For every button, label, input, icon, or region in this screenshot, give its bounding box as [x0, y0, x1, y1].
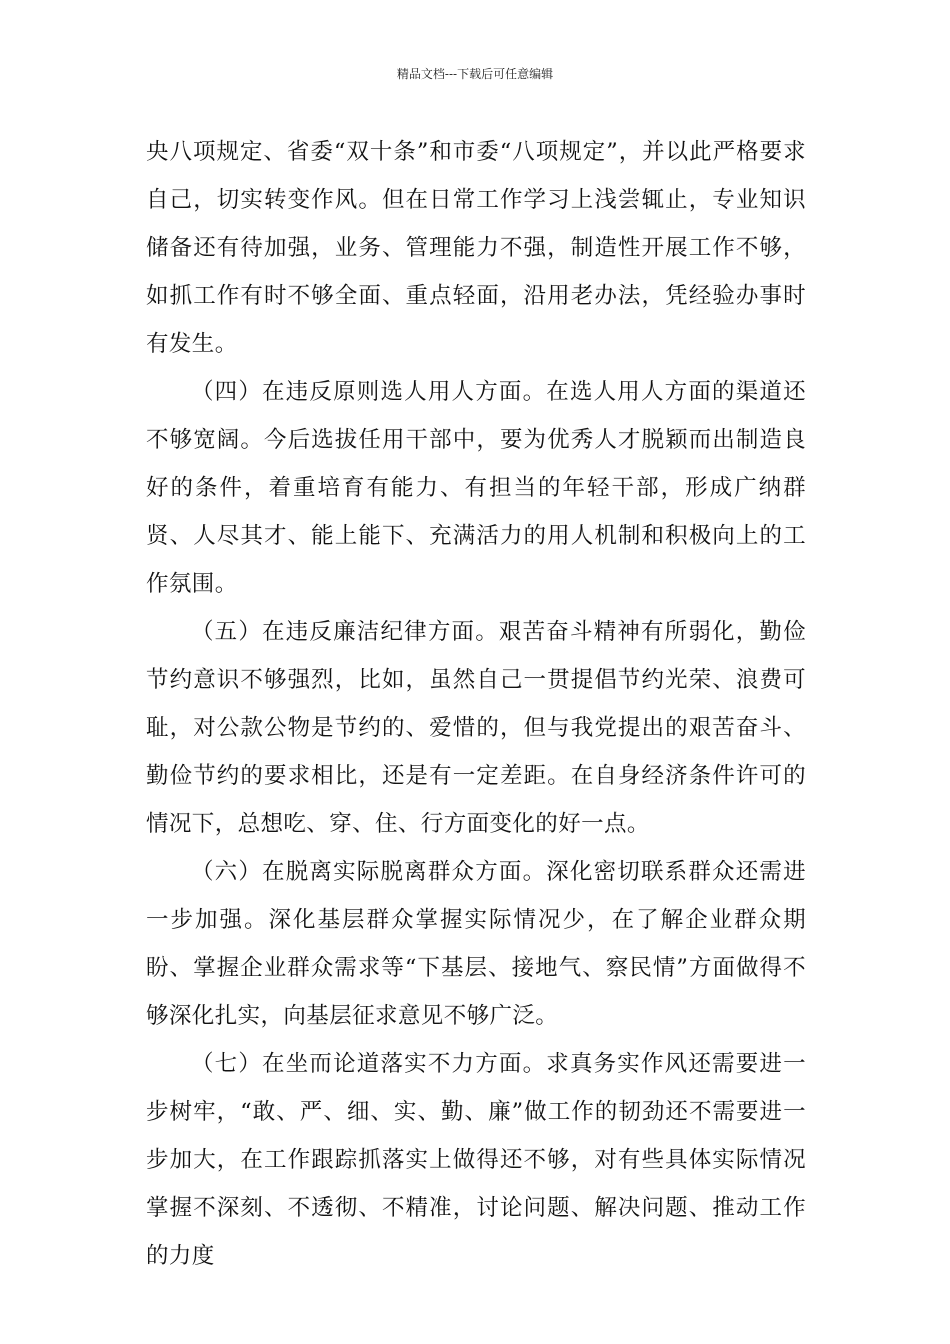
document-body — [146, 128, 806, 1280]
paragraph-section-7: （七）在坐而论道落实不力方面。求真务实作风还需要进一步树牢，“敢、严、细、实、勤、廉”做工作的韧劲还不需要进一步加大，在工作跟踪抓落实上做得还不够，对有些具体实际情况掌握不深刻、不透彻、不精准，讨论问题、解决问题、推动工作的力度 — [146, 1051, 806, 1269]
paragraph-section-4: （四）在违反原则选人用人方面。在选人用人方面的渠道还不够宽阔。今后选拔任用干部中，要为优秀人才脱颖而出制造良好的条件，着重培育有能力、有担当的年轻干部，形成广纳群贤、人尽其才、能上能下、充满活力的用人机制和积极向上的工作氛围。 — [146, 379, 806, 597]
paragraph-section-6: （六）在脱离实际脱离群众方面。深化密切联系群众还需进一步加强。深化基层群众掌握实际情况少，在了解企业群众期盼、掌握企业群众需求等“下基层、接地气、察民情”方面做得不够深化扎实，向基层征求意见不够广泛。 — [146, 859, 806, 1029]
page-header: 精品文档---下载后可任意编辑 — [396, 67, 554, 81]
paragraph-section-5: （五）在违反廉洁纪律方面。艰苦奋斗精神有所弱化，勤俭节约意识不够强烈，比如，虽然自己一贯提倡节约光荣、浪费可耻，对公款公物是节约的、爱惜的，但与我党提出的艰苦奋斗、勤俭节约的要求相比，还是有一定差距。在自身经济条件许可的情况下，总想吃、穿、住、行方面变化的好一点。 — [146, 619, 806, 837]
paragraph-continuation: 央八项规定、省委“双十条”和市委“八项规定”，并以此严格要求自己，切实转变作风。但在日常工作学习上浅尝辄止，专业知识储备还有待加强，业务、管理能力不强，制造性开展工作不够，如抓工作有时不够全面、重点轻面，沿用老办法，凭经验办事时有发生。 — [146, 139, 806, 357]
